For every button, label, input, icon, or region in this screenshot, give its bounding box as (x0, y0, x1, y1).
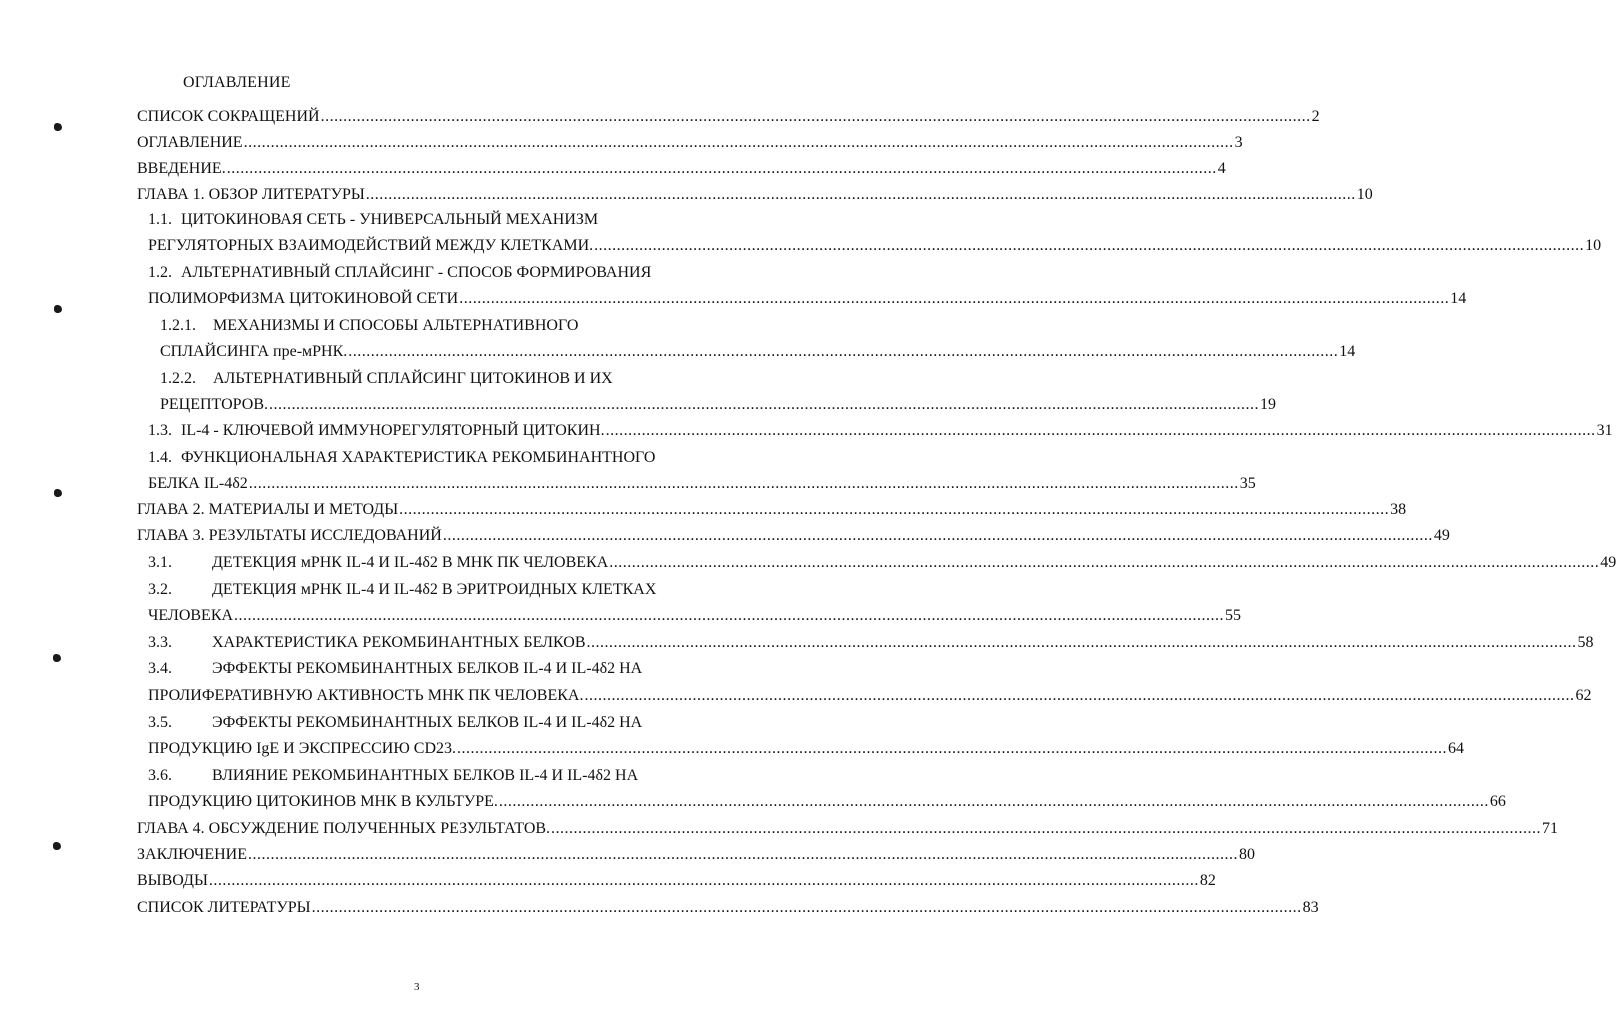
leader-dots: ............................................................................................................................................................................................................................ (498, 793, 1489, 810)
toc-entry-line2[interactable] (160, 343, 1356, 361)
leader-dots: ............................................................................................................................................................................................................................ (551, 820, 1542, 837)
toc-entry-page: 14 (1339, 343, 1356, 360)
toc-entry-page: 66 (1489, 793, 1506, 810)
toc-entry-label: ОГЛАВЛЕНИЕ (137, 134, 243, 151)
toc-entry-label: АЛЬТЕРНАТИВНЫЙ СПЛАЙСИНГ - СПОСОБ ФОРМИРОВАНИЯ (181, 264, 652, 281)
leader-dots: ............................................................................................................................................................................................................................ (399, 501, 1390, 518)
toc-entry-page: 38 (1390, 501, 1407, 518)
leader-dots: ............................................................................................................................................................................................................................ (609, 554, 1600, 571)
leader-dots: ............................................................................................................................................................................................................................ (234, 607, 1225, 624)
toc-entry-page: 58 (1577, 634, 1594, 651)
toc-entry-label: ЗАКЛЮЧЕНИЕ (137, 846, 247, 863)
leader-dots: ............................................................................................................................................................................................................................ (320, 108, 1311, 125)
toc-entry[interactable] (137, 820, 1559, 838)
toc-title: ОГЛАВЛЕНИЕ (183, 74, 291, 91)
leader-dots: ............................................................................................................................................................................................................................ (208, 872, 1199, 889)
leader-dots: ............................................................................................................................................................................................................................ (243, 134, 1234, 151)
toc-entry[interactable] (137, 501, 1407, 519)
toc-entry-label: ПРОЛИФЕРАТИВНУЮ АКТИВНОСТЬ МНК ПК ЧЕЛОВЕКА. (148, 687, 584, 704)
toc-entry[interactable] (148, 554, 1616, 572)
toc-entry-number: 1.4. (148, 449, 172, 466)
toc-entry-number: 1.2.2. (160, 370, 196, 387)
toc-entry-line2[interactable] (160, 396, 1276, 414)
page-number: 3 (414, 981, 420, 993)
toc-entry-page: 19 (1260, 396, 1276, 413)
leader-dots: ............................................................................................................................................................................................................................ (459, 290, 1450, 307)
toc-entry-label: СПИСОК ЛИТЕРАТУРЫ (137, 899, 311, 916)
scan-mark (54, 123, 62, 131)
toc-entry-label: ДЕТЕКЦИЯ мРНК IL-4 И IL-4δ2 В МНК ПК ЧЕЛОВЕКА (212, 554, 609, 571)
toc-entry-label: ХАРАКТЕРИСТИКА РЕКОМБИНАНТНЫХ БЕЛКОВ (212, 634, 586, 651)
toc-entry-line2[interactable] (148, 237, 1602, 255)
toc-entry-page: 14 (1450, 290, 1467, 307)
toc-entry-number: 3.1. (148, 554, 172, 571)
toc-entry-number: 3.3. (148, 634, 172, 651)
leader-dots: ............................................................................................................................................................................................................................ (248, 475, 1239, 492)
toc-entry-label: ЭФФЕКТЫ РЕКОМБИНАНТНЫХ БЕЛКОВ IL-4 И IL-4δ2 НА (212, 660, 643, 677)
toc-entry-line2[interactable] (148, 475, 1256, 493)
toc-entry-number: 1.1. (148, 211, 172, 228)
toc-entry[interactable] (137, 527, 1450, 545)
toc-entry[interactable] (137, 899, 1319, 917)
scan-mark (54, 489, 62, 497)
toc-entry-line1[interactable] (148, 449, 655, 467)
toc-entry-page: 2 (1311, 108, 1320, 125)
toc-entry-page: 49 (1600, 554, 1616, 571)
toc-entry-page: 49 (1433, 527, 1450, 544)
toc-entry-label: ФУНКЦИОНАЛЬНАЯ ХАРАКТЕРИСТИКА РЕКОМБИНАНТНОГО (181, 449, 656, 466)
toc-entry-page: 83 (1302, 899, 1319, 916)
toc-entry-page: 82 (1199, 872, 1216, 889)
toc-entry-label: ГЛАВА 2. МАТЕРИАЛЫ И МЕТОДЫ (137, 501, 399, 518)
toc-entry-line1[interactable] (148, 264, 651, 282)
toc-entry-line2[interactable] (148, 687, 1592, 705)
toc-entry-page: 71 (1542, 820, 1559, 837)
toc-entry-label: ПОЛИМОРФИЗМА ЦИТОКИНОВОЙ СЕТИ (148, 290, 459, 307)
toc-entry-line1[interactable] (148, 211, 598, 229)
toc-entry-number: 1.2.1. (160, 317, 196, 334)
toc-entry-number: 1.3. (148, 422, 172, 439)
leader-dots: ............................................................................................................................................................................................................................ (605, 422, 1596, 439)
toc-entry-label: РЕГУЛЯТОРНЫХ ВЗАИМОДЕЙСТВИЙ МЕЖДУ КЛЕТКАМИ. (148, 237, 594, 254)
toc-entry-label: ГЛАВА 3. РЕЗУЛЬТАТЫ ИССЛЕДОВАНИЙ (137, 527, 442, 544)
toc-entry-line2[interactable] (148, 607, 1242, 625)
toc-entry-label: ПРОДУКЦИЮ ЦИТОКИНОВ МНК В КУЛЬТУРЕ. (148, 793, 498, 810)
toc-entry-label: БЕЛКА IL-4δ2 (148, 475, 248, 492)
toc-entry[interactable] (137, 160, 1226, 178)
toc-entry-number: 3.5. (148, 714, 172, 731)
toc-entry-label: IL-4 - КЛЮЧЕВОЙ ИММУНОРЕГУЛЯТОРНЫЙ ЦИТОКИН. (181, 422, 605, 439)
toc-entry-page: 3 (1234, 134, 1243, 151)
toc-entry-label: ВЛИЯНИЕ РЕКОМБИНАНТНЫХ БЕЛКОВ IL-4 И IL-4δ2 НА (212, 767, 639, 784)
toc-entry-label: ЭФФЕКТЫ РЕКОМБИНАНТНЫХ БЕЛКОВ IL-4 И IL-4δ2 НА (212, 714, 643, 731)
toc-entry-page: 55 (1225, 607, 1242, 624)
leader-dots: ............................................................................................................................................................................................................................ (365, 186, 1356, 203)
toc-entry-label: АЛЬТЕРНАТИВНЫЙ СПЛАЙСИНГ ЦИТОКИНОВ И ИХ (213, 370, 613, 387)
leader-dots: ............................................................................................................................................................................................................................ (442, 527, 1433, 544)
toc-entry-page: 31 (1596, 422, 1613, 439)
toc-entry-label: ЧЕЛОВЕКА (148, 607, 234, 624)
toc-entry-label: РЕЦЕПТОРОВ. (160, 396, 268, 413)
toc-entry-line2[interactable] (148, 740, 1465, 758)
leader-dots: ............................................................................................................................................................................................................................ (269, 396, 1259, 413)
toc-entry[interactable] (137, 108, 1320, 126)
toc-entry[interactable] (137, 186, 1373, 204)
toc-entry-page: 35 (1239, 475, 1256, 492)
scan-mark (53, 842, 61, 850)
toc-entry-line1[interactable] (160, 317, 578, 335)
toc-entry-page: 80 (1238, 846, 1255, 863)
toc-entry-line1[interactable] (148, 581, 656, 599)
leader-dots: ............................................................................................................................................................................................................................ (348, 343, 1339, 360)
scan-mark (53, 654, 61, 662)
toc-entry[interactable] (148, 422, 1613, 440)
leader-dots: ............................................................................................................................................................................................................................ (311, 899, 1302, 916)
toc-entry-label: ПРОДУКЦИЮ IgE И ЭКСПРЕССИЮ CD23. (148, 740, 457, 757)
toc-entry-line2[interactable] (148, 793, 1506, 811)
toc-entry-line2[interactable] (148, 290, 1467, 308)
toc-entry-page: 62 (1575, 687, 1592, 704)
toc-entry-page: 4 (1217, 160, 1226, 177)
leader-dots: ............................................................................................................................................................................................................................ (586, 634, 1577, 651)
toc-entry-line1[interactable] (160, 370, 613, 388)
toc-entry-label: ВВЕДЕНИЕ. (137, 160, 226, 177)
toc-entry-line1[interactable] (148, 714, 642, 732)
toc-entry-label: ДЕТЕКЦИЯ мРНК IL-4 И IL-4δ2 В ЭРИТРОИДНЫХ КЛЕТКАХ (212, 581, 657, 598)
toc-entry-line1[interactable] (148, 660, 642, 678)
leader-dots: ............................................................................................................................................................................................................................ (247, 846, 1238, 863)
toc-entry-label: СПИСОК СОКРАЩЕНИЙ (137, 108, 320, 125)
leader-dots: ............................................................................................................................................................................................................................ (584, 687, 1575, 704)
toc-entry-number: 3.6. (148, 767, 172, 784)
toc-entry-number: 3.2. (148, 581, 172, 598)
toc-entry-label: ЦИТОКИНОВАЯ СЕТЬ - УНИВЕРСАЛЬНЫЙ МЕХАНИЗМ (181, 211, 599, 228)
toc-entry-label: ГЛАВА 1. ОБЗОР ЛИТЕРАТУРЫ (137, 186, 365, 203)
toc-entry-page: 10 (1356, 186, 1373, 203)
toc-entry-page: 64 (1448, 740, 1465, 757)
toc-entry-label: ВЫВОДЫ (137, 872, 208, 889)
toc-entry[interactable] (148, 634, 1594, 652)
scan-mark (54, 305, 62, 313)
toc-entry[interactable] (137, 846, 1255, 864)
toc-entry-number: 1.2. (148, 264, 172, 281)
leader-dots: ............................................................................................................................................................................................................................ (594, 237, 1585, 254)
leader-dots: ............................................................................................................................................................................................................................ (457, 740, 1448, 757)
leader-dots: ............................................................................................................................................................................................................................ (226, 160, 1217, 177)
toc-entry-label: ГЛАВА 4. ОБСУЖДЕНИЕ ПОЛУЧЕННЫХ РЕЗУЛЬТАТОВ. (137, 820, 551, 837)
toc-entry-line1[interactable] (148, 767, 638, 785)
toc-entry-label: СПЛАЙСИНГА пре-мРНК. (160, 343, 348, 360)
toc-entry-label: МЕХАНИЗМЫ И СПОСОБЫ АЛЬТЕРНАТИВНОГО (213, 317, 579, 334)
toc-entry[interactable] (137, 872, 1216, 890)
toc-entry-number: 3.4. (148, 660, 172, 677)
toc-entry-page: 10 (1585, 237, 1602, 254)
toc-entry[interactable] (137, 134, 1243, 152)
